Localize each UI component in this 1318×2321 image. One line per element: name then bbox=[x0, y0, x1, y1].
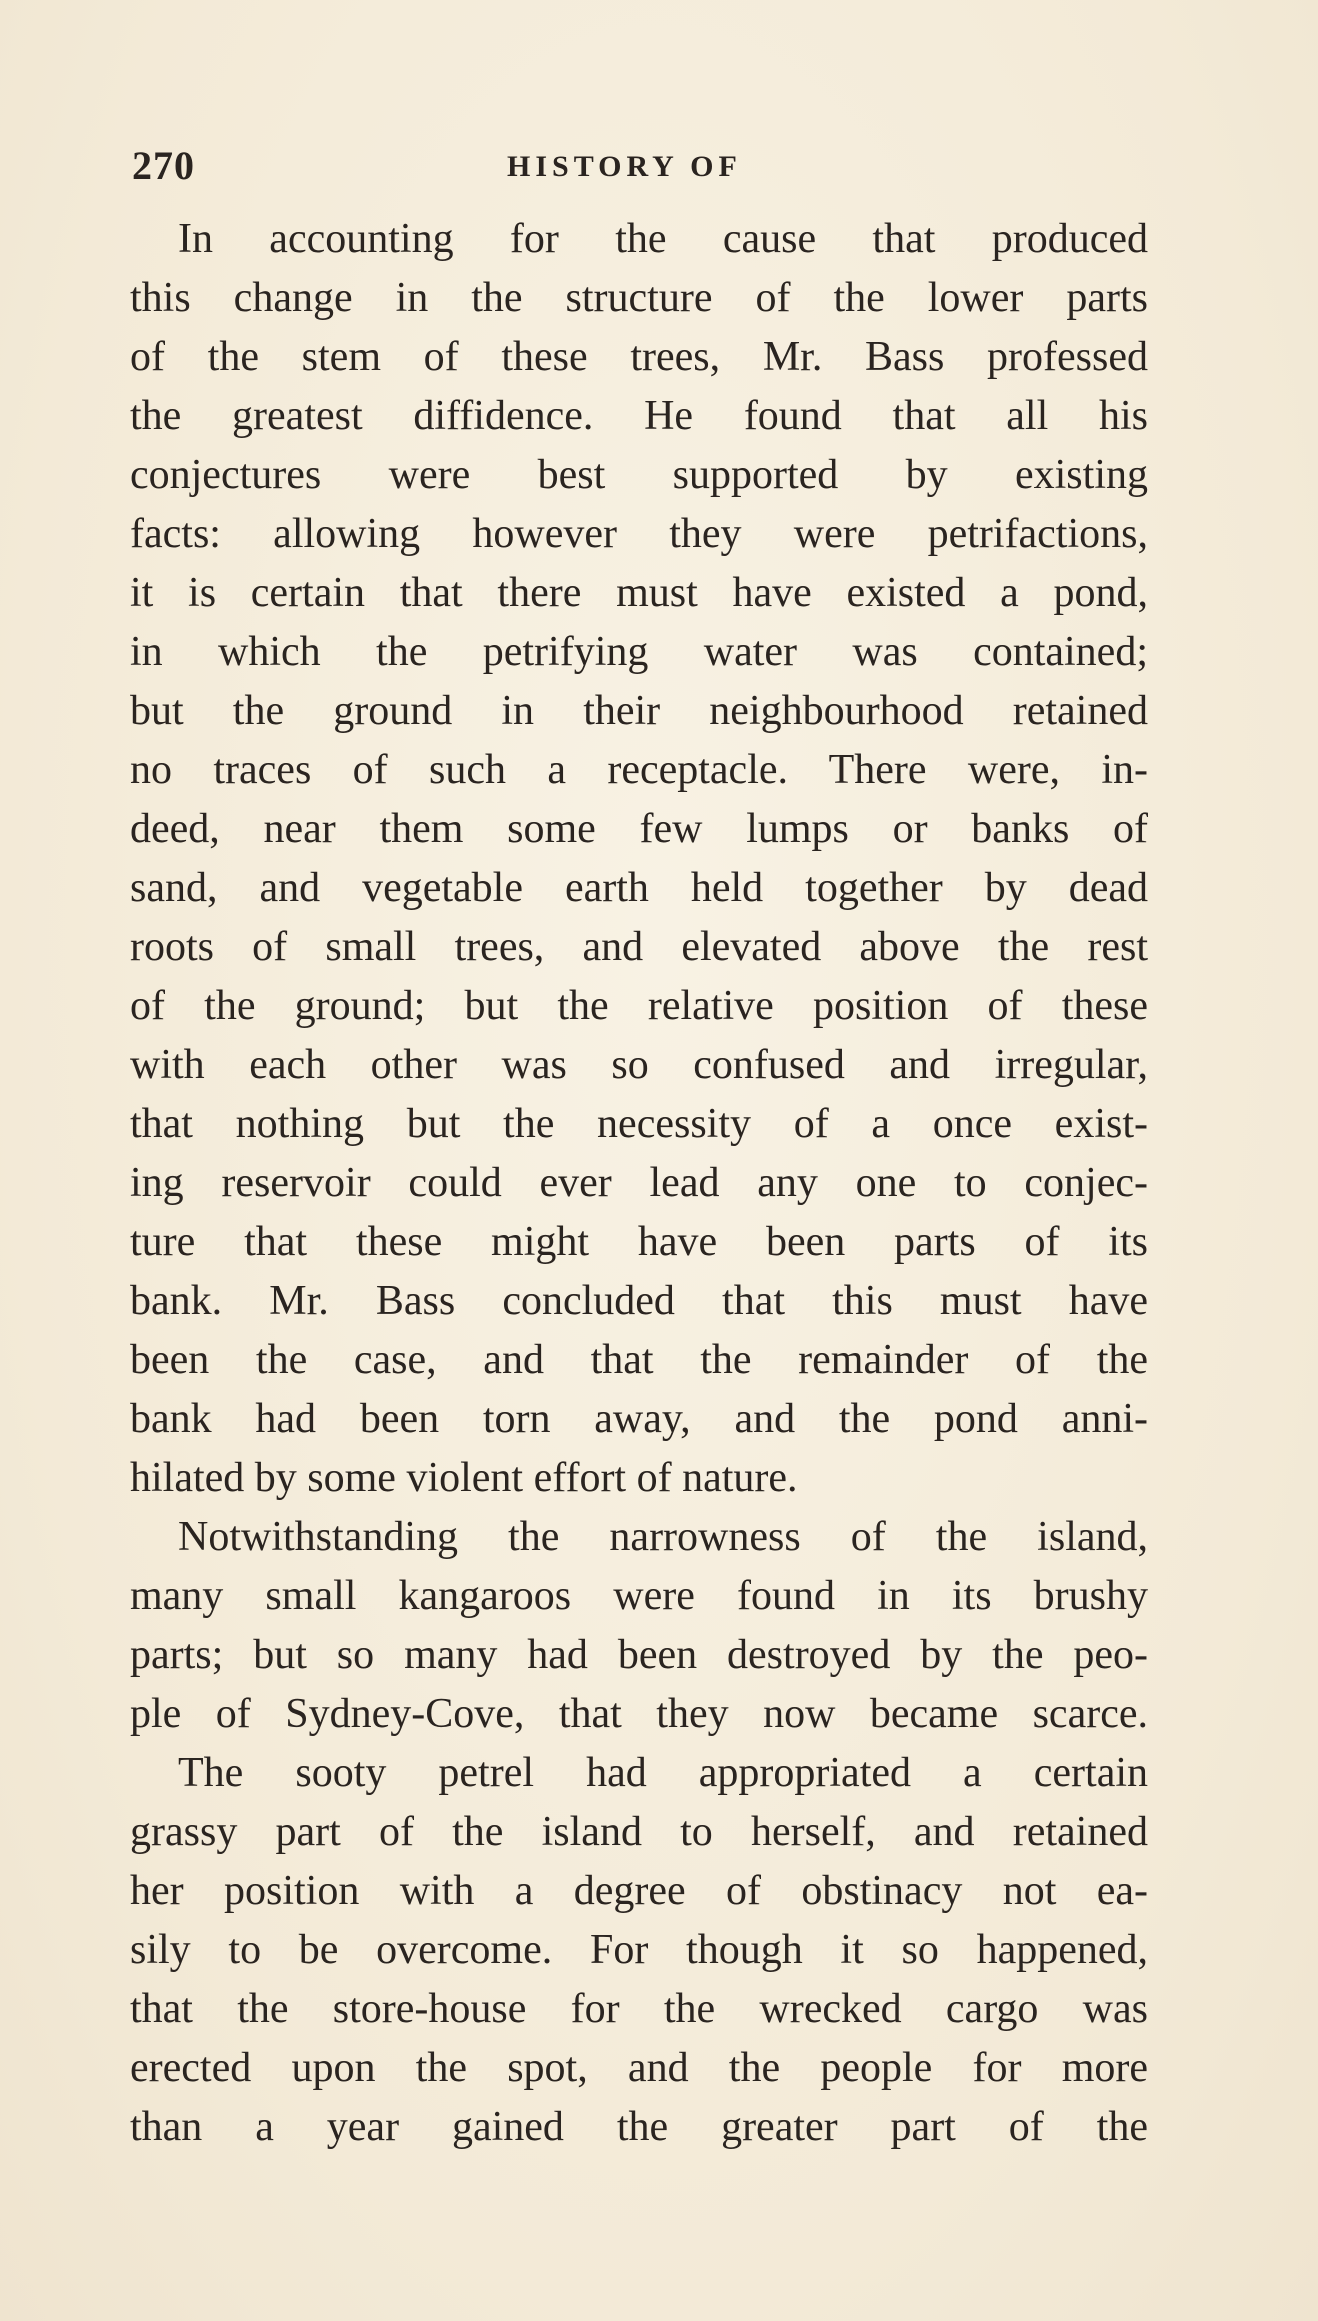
text-line: roots of small trees, and elevated above the rest bbox=[130, 924, 1148, 970]
text-line: that the store-house for the wrecked cargo was bbox=[130, 1986, 1148, 2032]
text-line: in which the petrifying water was contained; bbox=[130, 629, 1148, 675]
text-line: conjectures were best supported by existing bbox=[130, 452, 1148, 498]
text-line: deed, near them some few lumps or banks of bbox=[130, 806, 1148, 852]
text-line: this change in the structure of the lower parts bbox=[130, 275, 1148, 321]
text-line: facts: allowing however they were petrifactions, bbox=[130, 511, 1148, 557]
text-line: been the case, and that the remainder of the bbox=[130, 1337, 1148, 1383]
text-line: erected upon the spot, and the people for more bbox=[130, 2045, 1148, 2091]
text-line: than a year gained the greater part of the bbox=[130, 2104, 1148, 2150]
text-line: hilated by some violent effort of nature. bbox=[130, 1455, 798, 1501]
text-line: In accounting for the cause that produced bbox=[178, 216, 1148, 262]
text-line: sand, and vegetable earth held together by dead bbox=[130, 865, 1148, 911]
page-header bbox=[132, 142, 1172, 192]
text-line: but the ground in their neighbourhood retained bbox=[130, 688, 1148, 734]
text-line: with each other was so confused and irregular, bbox=[130, 1042, 1148, 1088]
text-line: grassy part of the island to herself, and retained bbox=[130, 1809, 1148, 1855]
text-line: ture that these might have been parts of its bbox=[130, 1219, 1148, 1265]
text-line: her position with a degree of obstinacy not ea- bbox=[130, 1868, 1148, 1914]
text-line: bank. Mr. Bass concluded that this must have bbox=[130, 1278, 1148, 1324]
text-line: ing reservoir could ever lead any one to conjec- bbox=[130, 1160, 1148, 1206]
text-line: it is certain that there must have existed a pond, bbox=[130, 570, 1148, 616]
text-line: The sooty petrel had appropriated a certain bbox=[178, 1750, 1148, 1796]
text-line: of the stem of these trees, Mr. Bass professed bbox=[130, 334, 1148, 380]
text-line: the greatest diffidence. He found that all his bbox=[130, 393, 1148, 439]
text-line: Notwithstanding the narrowness of the island, bbox=[178, 1514, 1148, 1560]
page-number: 270 bbox=[132, 143, 195, 188]
text-line: of the ground; but the relative position of these bbox=[130, 983, 1148, 1029]
text-line: no traces of such a receptacle. There were, in- bbox=[130, 747, 1148, 793]
text-line: sily to be overcome. For though it so happened, bbox=[130, 1927, 1148, 1973]
text-line: that nothing but the necessity of a once exist- bbox=[130, 1101, 1148, 1147]
text-line: bank had been torn away, and the pond anni- bbox=[130, 1396, 1148, 1442]
body-text bbox=[130, 210, 1148, 2157]
text-line: parts; but so many had been destroyed by the peo- bbox=[130, 1632, 1148, 1678]
text-line: many small kangaroos were found in its brushy bbox=[130, 1573, 1148, 1619]
text-line: ple of Sydney-Cove, that they now became scarce. bbox=[130, 1691, 1148, 1737]
running-head: HISTORY OF bbox=[507, 150, 742, 183]
